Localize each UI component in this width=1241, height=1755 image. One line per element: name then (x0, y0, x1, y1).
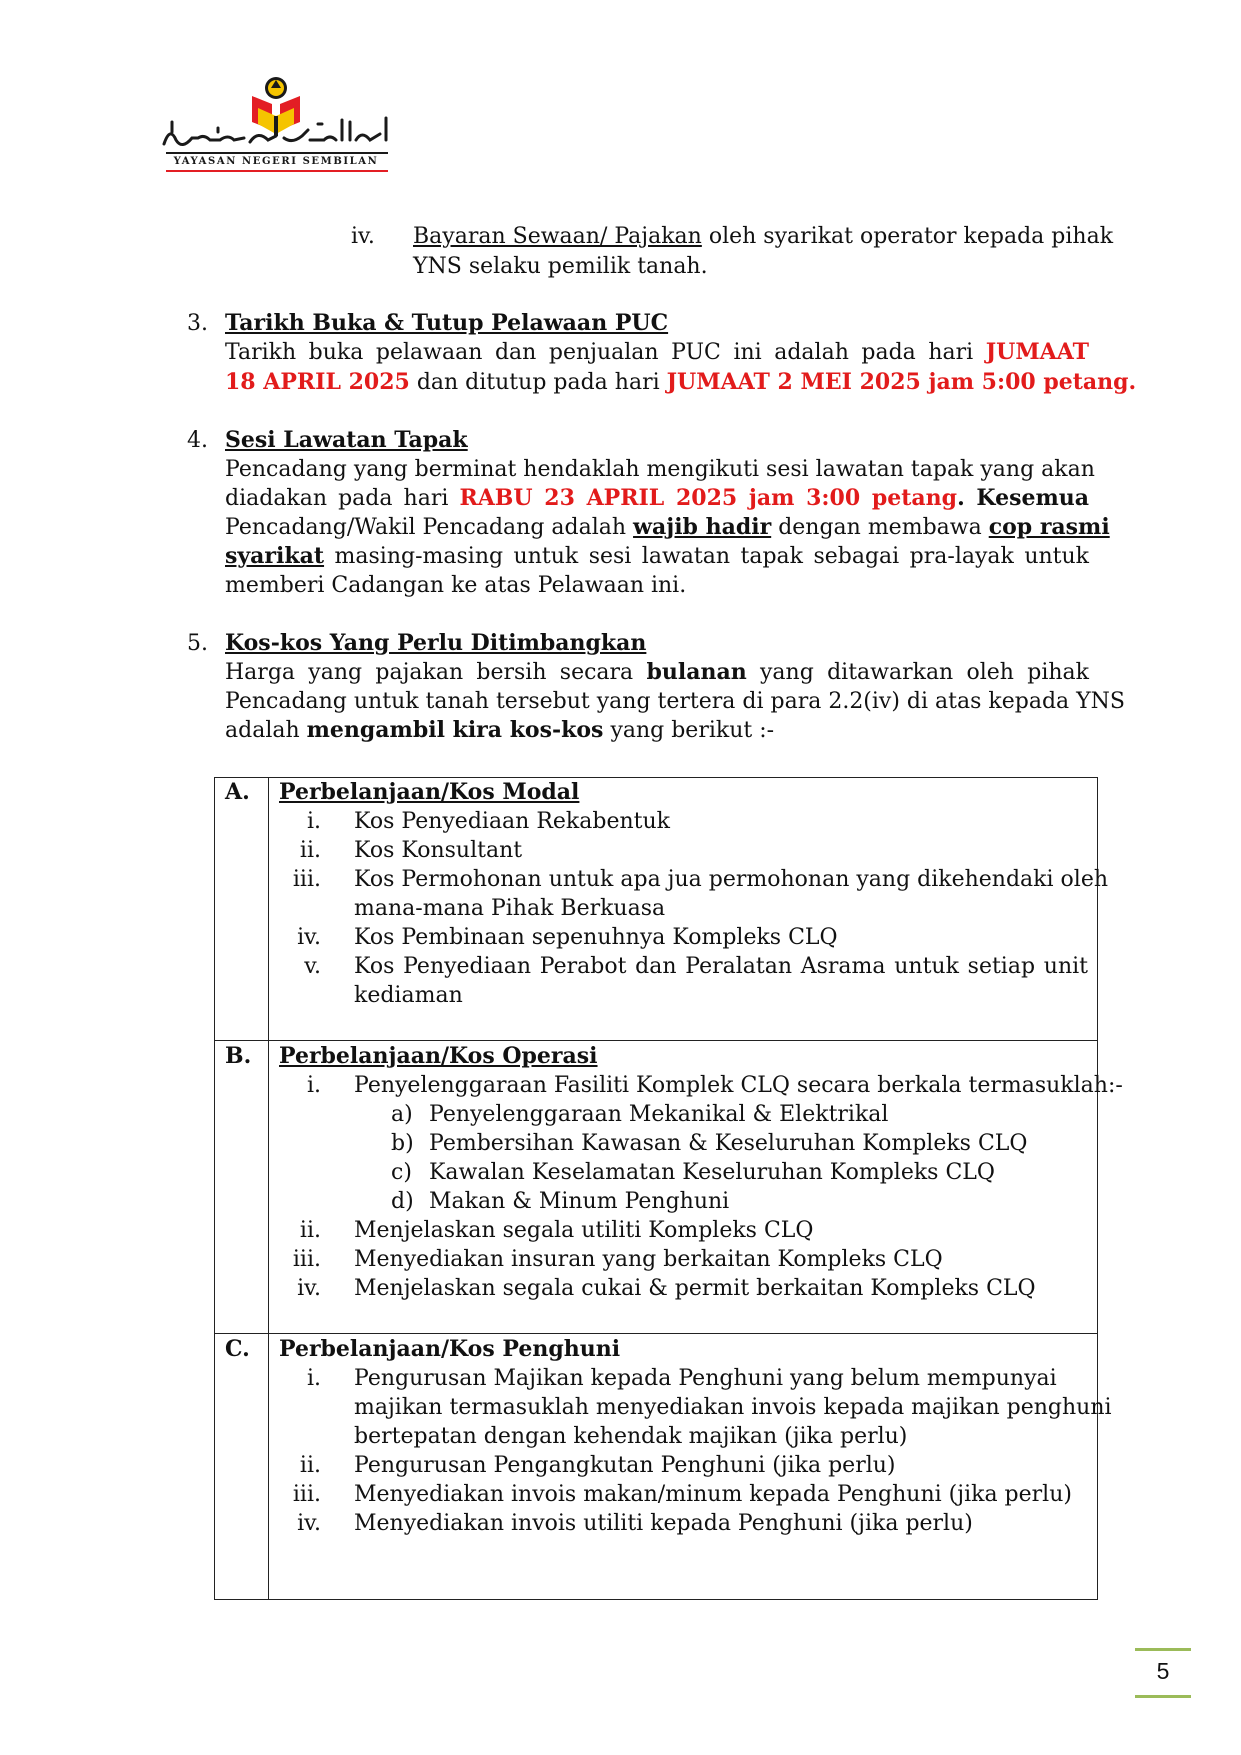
row-c-item-cont: bertepatan dengan kehendak majikan (jika perlu) (354, 1424, 908, 1449)
section3-number: 3. (187, 311, 208, 336)
page-number-box (1135, 1648, 1191, 1698)
section4-line4 (225, 542, 1089, 572)
row-c-label: C. (225, 1336, 250, 1362)
row-a-item: Kos Permohonan untuk apa jua permohonan yang dikehendaki oleh (354, 867, 1109, 892)
page-number: 5 (1156, 1658, 1170, 1684)
section5-line1 (225, 658, 1089, 688)
row-b-subitem: Kawalan Keselamatan Keseluruhan Kompleks CLQ (429, 1160, 995, 1185)
section5-heading: Kos-kos Yang Perlu Ditimbangkan (225, 630, 647, 656)
page-number-rule-top (1135, 1648, 1191, 1651)
row-b-subitem: Makan & Minum Penghuni (429, 1189, 730, 1214)
section4-l2a: diadakan pada hari (225, 486, 449, 511)
section3-line2 (225, 368, 1136, 398)
row-c-item-cont: majikan termasuklah menyediakan invois kepada majikan penghuni (354, 1395, 1112, 1420)
row-a-item-marker: iii. (292, 867, 321, 892)
section5-bulanan: bulanan (646, 659, 747, 685)
item-iv-link-text: Bayaran Sewaan/ Pajakan (413, 224, 702, 249)
row-b-item: Menjelaskan segala utiliti Kompleks CLQ (354, 1218, 814, 1243)
row-b-subitem-marker: a) (391, 1102, 413, 1127)
row-c-item-marker: i. (306, 1366, 321, 1391)
item-iv-line2: YNS selaku pemilik tanah. (413, 254, 708, 279)
logo-rule (166, 152, 388, 154)
row-b-subitem: Penyelenggaraan Mekanikal & Elektrikal (429, 1102, 889, 1127)
section4-line1: Pencadang yang berminat hendaklah mengikuti sesi lawatan tapak yang akan (225, 457, 1095, 482)
section5-l1a: Harga yang pajakan bersih secara (225, 660, 634, 685)
logo-rule-red (166, 170, 388, 172)
row-a-item-marker: v. (304, 954, 321, 979)
section4-syarikat: syarikat (225, 543, 325, 569)
row-b-subitem-marker: c) (391, 1160, 412, 1185)
section4-heading: Sesi Lawatan Tapak (225, 427, 468, 453)
row-c-item-marker: iii. (292, 1482, 321, 1507)
section5-l3b: yang berikut :- (610, 718, 775, 743)
row-b-subitem-marker: b) (391, 1131, 414, 1156)
row-a-label: A. (225, 779, 250, 805)
section4-number: 4. (187, 428, 208, 453)
row-b-title: Perbelanjaan/Kos Operasi (279, 1043, 598, 1069)
row-b-subitem-marker: d) (391, 1189, 414, 1214)
row-a-item-cont: kediaman (354, 983, 463, 1008)
yns-emblem-icon (158, 74, 394, 158)
row-c-item: Menyediakan invois makan/minum kepada Penghuni (jika perlu) (354, 1482, 1072, 1507)
section4-l3b: dengan membawa (778, 515, 982, 540)
logo-caption: YAYASAN NEGERI SEMBILAN (173, 156, 379, 167)
row-a-item: Kos Penyediaan Perabot dan Peralatan Asrama untuk setiap unit (354, 954, 1088, 979)
section4-l2b: . Kesemua (957, 485, 1089, 511)
item-iv-marker: iv. (351, 224, 375, 249)
row-b-item-marker: iii. (292, 1247, 321, 1272)
section4-line2 (225, 484, 1089, 514)
section4-l4-rest: masing-masing untuk sesi lawatan tapak sebagai pra-layak untuk (334, 544, 1090, 569)
row-b-subitem: Pembersihan Kawasan & Keseluruhan Kompleks CLQ (429, 1131, 1028, 1156)
row-c-item-marker: ii. (299, 1453, 321, 1478)
item-iv-line1 (413, 222, 1114, 252)
row-a-title: Perbelanjaan/Kos Modal (279, 779, 580, 805)
item-iv-rest: oleh syarikat operator kepada pihak (701, 224, 1114, 249)
section3-l2-text: dan ditutup pada hari (409, 370, 660, 395)
row-a-item: Kos Pembinaan sepenuhnya Kompleks CLQ (354, 925, 838, 950)
section4-visit-date: RABU 23 APRIL 2025 jam 3:00 petang (459, 485, 958, 511)
row-a-item-marker: ii. (299, 838, 321, 863)
row-b-item: Menjelaskan segala cukai & permit berkaitan Kompleks CLQ (354, 1276, 1036, 1301)
row-c-item-marker: iv. (297, 1511, 321, 1536)
page-number-rule-bottom (1135, 1695, 1191, 1698)
section4-line5: memberi Cadangan ke atas Pelawaan ini. (225, 573, 687, 598)
row-b-item-marker: ii. (299, 1218, 321, 1243)
section3-open-date: 18 APRIL 2025 (225, 369, 410, 395)
section3-line1 (225, 338, 1089, 368)
row-c-item: Menyediakan invois utiliti kepada Penghuni (jika perlu) (354, 1511, 973, 1536)
section3-heading: Tarikh Buka & Tutup Pelawaan PUC (225, 310, 669, 336)
row-a-item-marker: iv. (297, 925, 321, 950)
section3-l1-date: JUMAAT (985, 339, 1089, 365)
section4-l3a: Pencadang/Wakil Pencadang adalah (225, 515, 627, 540)
row-b-item-marker: iv. (297, 1276, 321, 1301)
section3-close-date: JUMAAT 2 MEI 2025 jam 5:00 petang. (666, 369, 1137, 395)
row-b-item-marker: i. (306, 1073, 321, 1098)
section5-l1b: yang ditawarkan oleh pihak (760, 660, 1089, 685)
section4-cop-rasmi: cop rasmi (988, 514, 1110, 540)
section3-l1-text: Tarikh buka pelawaan dan penjualan PUC ini adalah pada hari (225, 340, 974, 365)
section4-line3 (225, 513, 1110, 543)
row-a-item-cont: mana-mana Pihak Berkuasa (354, 896, 666, 921)
row-b-label: B. (225, 1043, 252, 1069)
row-c-item: Pengurusan Majikan kepada Penghuni yang belum mempunyai (354, 1366, 1057, 1391)
row-c-title: Perbelanjaan/Kos Penghuni (279, 1336, 621, 1362)
section5-mengambil-kira: mengambil kira kos-kos (306, 717, 604, 743)
row-b-item: Penyelenggaraan Fasiliti Komplek CLQ secara berkala termasuklah:- (354, 1073, 1123, 1098)
section5-line3 (225, 716, 774, 746)
section5-line2: Pencadang untuk tanah tersebut yang tertera di para 2.2(iv) di atas kepada YNS (225, 689, 1125, 714)
section4-wajib-hadir: wajib hadir (633, 514, 772, 540)
row-a-item: Kos Penyediaan Rekabentuk (354, 809, 670, 834)
row-c-item: Pengurusan Pengangkutan Penghuni (jika perlu) (354, 1453, 896, 1478)
yns-logo (158, 74, 394, 174)
row-a-item: Kos Konsultant (354, 838, 523, 863)
row-a-item-marker: i. (306, 809, 321, 834)
cost-table (214, 777, 1123, 1600)
section5-l3a: adalah (225, 718, 300, 743)
section5-number: 5. (187, 631, 208, 656)
row-b-item: Menyediakan insuran yang berkaitan Kompleks CLQ (354, 1247, 943, 1272)
